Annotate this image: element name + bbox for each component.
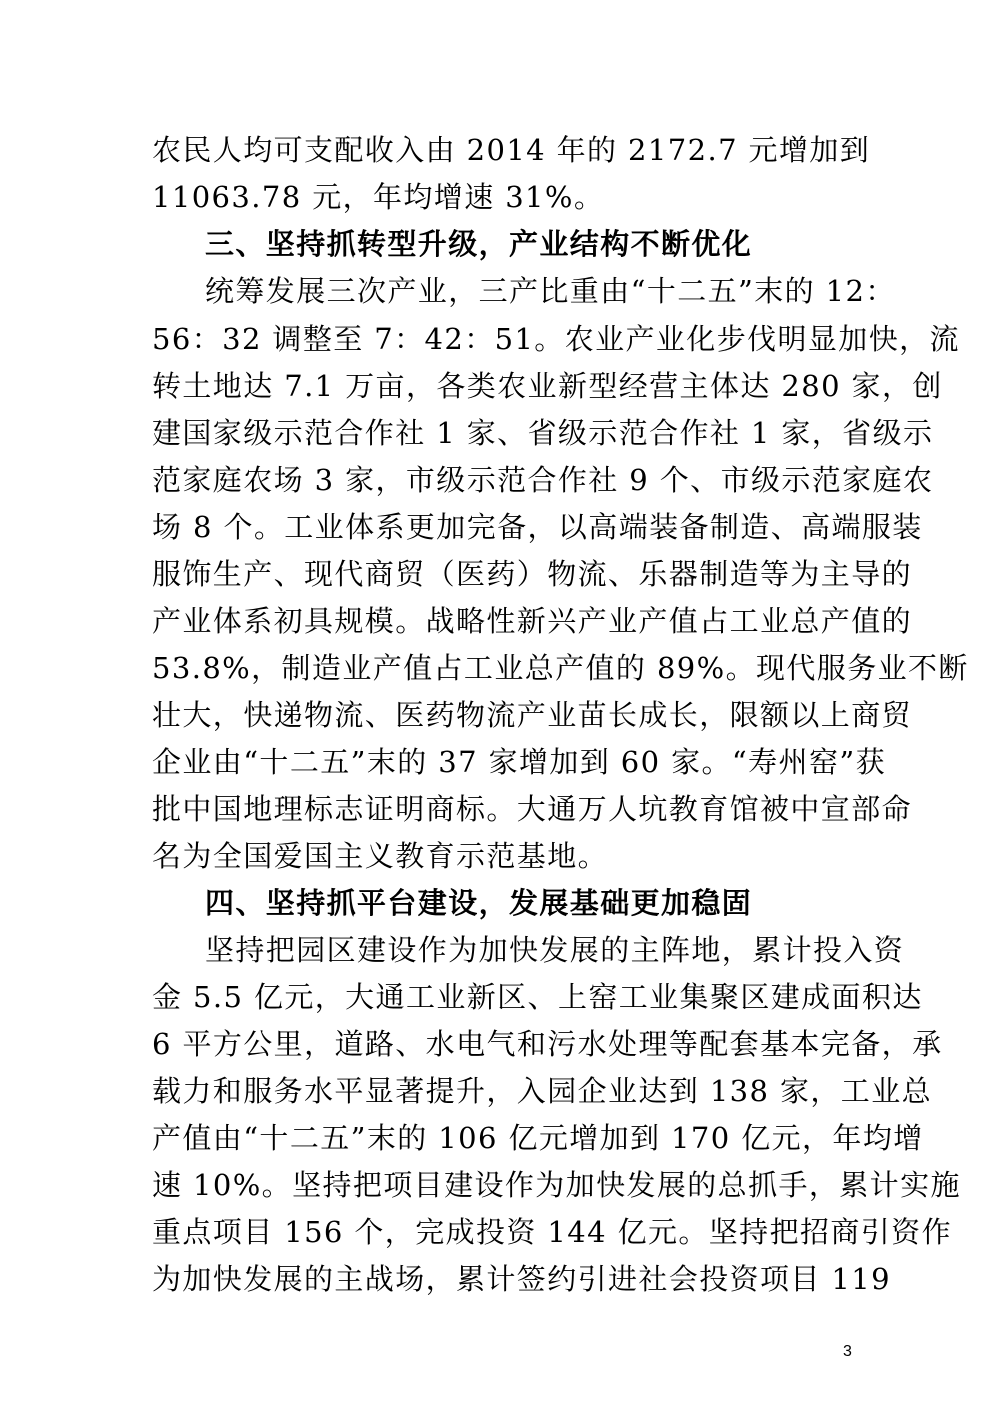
body-text-line: 企业由“十二五”末的 37 家增加到 60 家。“寿州窑”获 [152, 745, 886, 779]
body-text-line: 场 8 个。工业体系更加完备，以高端装备制造、高端服装 [152, 510, 923, 544]
body-text-line: 金 5.5 亿元，大通工业新区、上窑工业集聚区建成面积达 [152, 980, 923, 1014]
page-number: 3 [843, 1343, 852, 1360]
body-text-line: 服饰生产、现代商贸（医药）物流、乐器制造等为主导的 [152, 557, 913, 591]
body-text-line: 6 平方公里，道路、水电气和污水处理等配套基本完备，承 [152, 1027, 943, 1061]
body-text-line: 56：32 调整至 7：42：51。农业产业化步伐明显加快，流 [152, 322, 960, 356]
body-text-line: 转土地达 7.1 万亩，各类农业新型经营主体达 280 家，创 [152, 369, 943, 403]
paragraph-first-line: 统筹发展三次产业，三产比重由“十二五”末的 12： [205, 274, 896, 308]
body-text-line: 壮大，快递物流、医药物流产业苗长成长，限额以上商贸 [152, 698, 913, 732]
body-text-line: 重点项目 156 个，完成投资 144 亿元。坚持把招商引资作 [152, 1215, 952, 1249]
body-text-line: 速 10%。坚持把项目建设作为加快发展的总抓手，累计实施 [152, 1168, 961, 1202]
body-text-line: 农民人均可支配收入由 2014 年的 2172.7 元增加到 [152, 133, 871, 167]
body-text-line: 53.8%，制造业产值占工业总产值的 89%。现代服务业不断 [152, 651, 969, 685]
body-text-line: 建国家级示范合作社 1 家、省级示范合作社 1 家，省级示 [152, 416, 934, 450]
section-heading-3: 三、坚持抓转型升级，产业结构不断优化 [205, 227, 753, 261]
body-text-line: 范家庭农场 3 家，市级示范合作社 9 个、市级示范家庭农 [152, 463, 934, 497]
body-text-line: 批中国地理标志证明商标。大通万人坑教育馆被中宣部命 [152, 792, 913, 826]
body-text-line: 名为全国爱国主义教育示范基地。 [152, 839, 609, 873]
body-text-line: 载力和服务水平显著提升，入园企业达到 138 家，工业总 [152, 1074, 932, 1108]
section-heading-4: 四、坚持抓平台建设，发展基础更加稳固 [205, 886, 753, 920]
body-text-line: 产值由“十二五”末的 106 亿元增加到 170 亿元，年均增 [152, 1121, 924, 1155]
body-text-line: 11063.78 元，年均增速 31%。 [152, 180, 605, 214]
paragraph-first-line: 坚持把园区建设作为加快发展的主阵地，累计投入资 [205, 933, 905, 967]
body-text-line: 产业体系初具规模。战略性新兴产业产值占工业总产值的 [152, 604, 913, 638]
body-text-line: 为加快发展的主战场，累计签约引进社会投资项目 119 [152, 1262, 891, 1296]
